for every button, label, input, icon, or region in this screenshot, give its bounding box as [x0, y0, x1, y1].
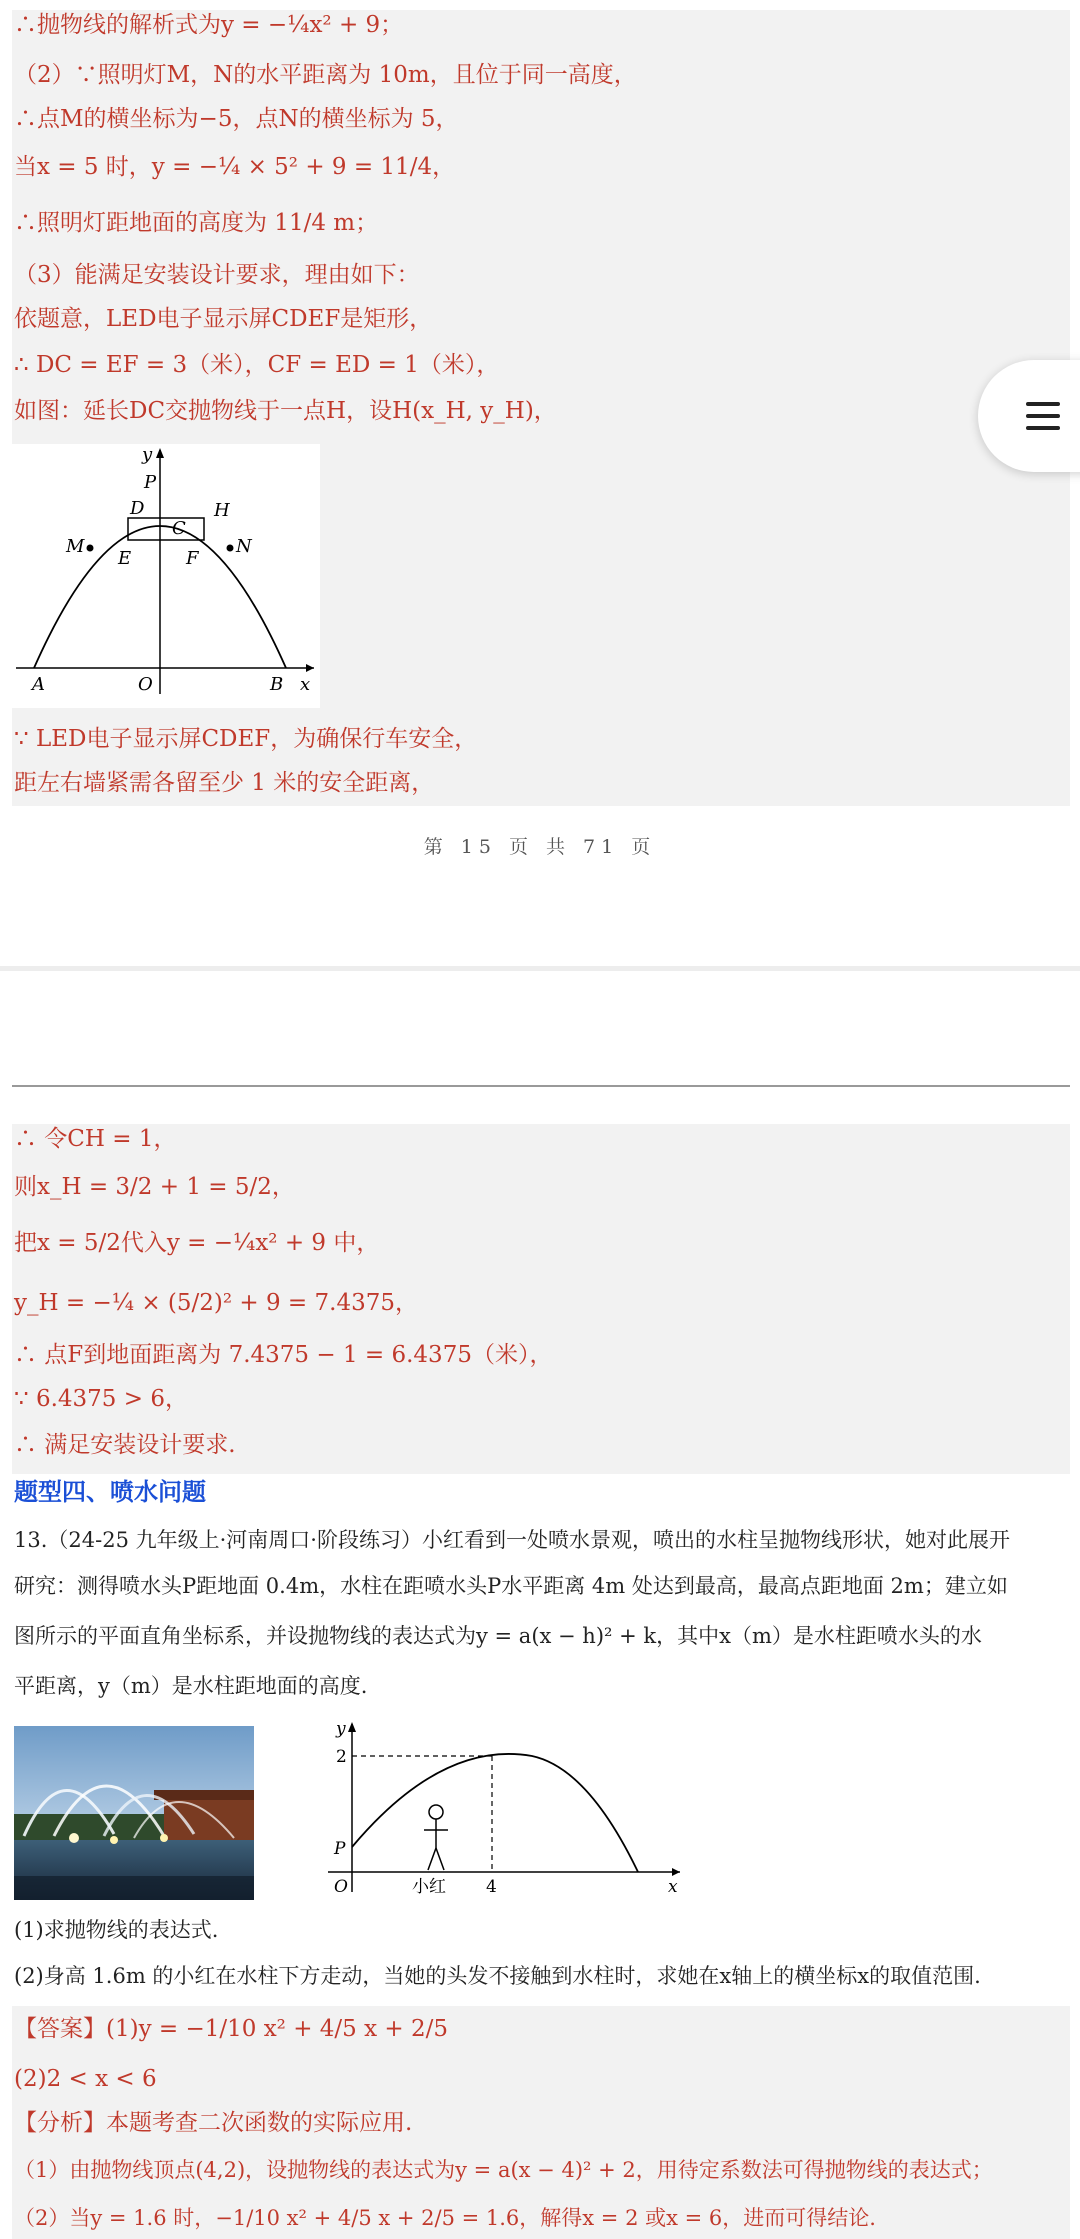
solution-line: ∴点M的横坐标为−5，点N的横坐标为 5， — [14, 106, 459, 132]
label-o: O — [334, 1877, 348, 1897]
label-o: O — [138, 674, 153, 695]
solution-line: ∴ 满足安装设计要求. — [14, 1432, 236, 1458]
parabola-figure-led — [12, 444, 320, 708]
analysis-line: 【分析】本题考查二次函数的实际应用. — [14, 2110, 413, 2136]
label-b: B — [270, 674, 284, 695]
solution-line: ∴抛物线的解析式为y = −¼x² + 9； — [14, 12, 404, 38]
analysis-line: （2）当y = 1.6 时，−1/10 x² + 4/5 x + 2/5 = 1.6，解得x = 2 或x = 6，进而可得结论. — [14, 2206, 876, 2230]
label-f: F — [186, 548, 199, 569]
page-top-rule — [12, 1085, 1070, 1087]
solution-line: 依题意，LED电子显示屏CDEF是矩形， — [14, 306, 433, 332]
solution-line: 如图：延长DC交抛物线于一点H，设H(x_H, y_H)， — [14, 398, 557, 424]
solution-line: 则x_H = 3/2 + 1 = 5/2， — [14, 1174, 295, 1200]
solution-line: 把x = 5/2代入y = −¼x² + 9 中， — [14, 1230, 380, 1256]
label-xiaohong: 小红 — [412, 1877, 446, 1897]
problem-line: 图所示的平面直角坐标系，并设抛物线的表达式为y = a(x − h)² + k，其中x（m）是水柱距喷水头的水 — [14, 1624, 982, 1648]
label-y: y — [336, 1719, 346, 1739]
answer-line: 【答案】(1)y = −1/10 x² + 4/5 x + 2/5 — [14, 2016, 448, 2042]
problem-line: 13.（24-25 九年级上·河南周口·阶段练习）小红看到一处喷水景观，喷出的水柱呈抛物线形状，她对此展开 — [14, 1528, 1010, 1552]
solution-line: ∴ DC = EF = 3（米），CF = ED = 1（米）， — [14, 352, 500, 378]
question-line: (2)身高 1.6m 的小红在水柱下方走动，当她的头发不接触到水柱时，求她在x轴上的横坐标x的取值范围. — [14, 1964, 981, 1988]
solution-line: ∵ 6.4375 > 6， — [14, 1386, 188, 1412]
label-p: P — [334, 1839, 346, 1859]
solution-line: （3）能满足安装设计要求，理由如下： — [14, 262, 420, 288]
label-n: N — [236, 536, 252, 557]
label-m: M — [66, 536, 85, 557]
fountain-photo — [14, 1726, 254, 1900]
solution-line: y_H = −¼ × (5/2)² + 9 = 7.4375， — [14, 1290, 418, 1316]
label-four: 4 — [486, 1877, 497, 1897]
section-title: 题型四、喷水问题 — [14, 1478, 206, 1506]
solution-line: ∴ 点F到地面距离为 7.4375 − 1 = 6.4375（米）， — [14, 1342, 553, 1368]
menu-button[interactable] — [978, 360, 1080, 472]
solution-line: ∴ 令CH = 1， — [14, 1126, 177, 1152]
label-d: D — [130, 498, 145, 519]
page-gap-divider — [0, 966, 1080, 971]
solution-line: 当x = 5 时，y = −¼ × 5² + 9 = 11/4， — [14, 154, 456, 180]
question-line: (1)求抛物线的表达式. — [14, 1918, 219, 1942]
label-x: x — [300, 674, 311, 695]
label-x: x — [668, 1877, 678, 1897]
problem-line: 平距离，y（m）是水柱距地面的高度. — [14, 1674, 368, 1698]
label-h: H — [214, 500, 230, 521]
solution-line: ∵ LED电子显示屏CDEF，为确保行车安全， — [14, 726, 478, 752]
problem-line: 研究：测得喷水头P距地面 0.4m，水柱在距喷水头P水平距离 4m 处达到最高，最高点距地面 2m；建立如 — [14, 1574, 1008, 1598]
solution-line: 距左右墙紧需各留至少 1 米的安全距离， — [14, 770, 435, 796]
label-two: 2 — [336, 1747, 347, 1767]
label-e: E — [118, 548, 132, 569]
label-c: C — [172, 518, 186, 539]
fountain-parabola-figure — [318, 1716, 688, 1900]
answer-line: (2)2 < x < 6 — [14, 2066, 157, 2092]
label-a: A — [32, 674, 45, 695]
solution-line: ∴照明灯距地面的高度为 11/4 m； — [14, 210, 379, 236]
label-p: P — [144, 472, 157, 493]
analysis-line: （1）由抛物线顶点(4,2)，设抛物线的表达式为y = a(x − 4)² + 2，用待定系数法可得抛物线的表达式； — [14, 2158, 993, 2182]
label-y: y — [142, 444, 153, 465]
solution-line: （2）∵照明灯M，N的水平距离为 10m，且位于同一高度， — [14, 62, 637, 88]
page-number: 第 15 页 共 71 页 — [423, 836, 657, 858]
